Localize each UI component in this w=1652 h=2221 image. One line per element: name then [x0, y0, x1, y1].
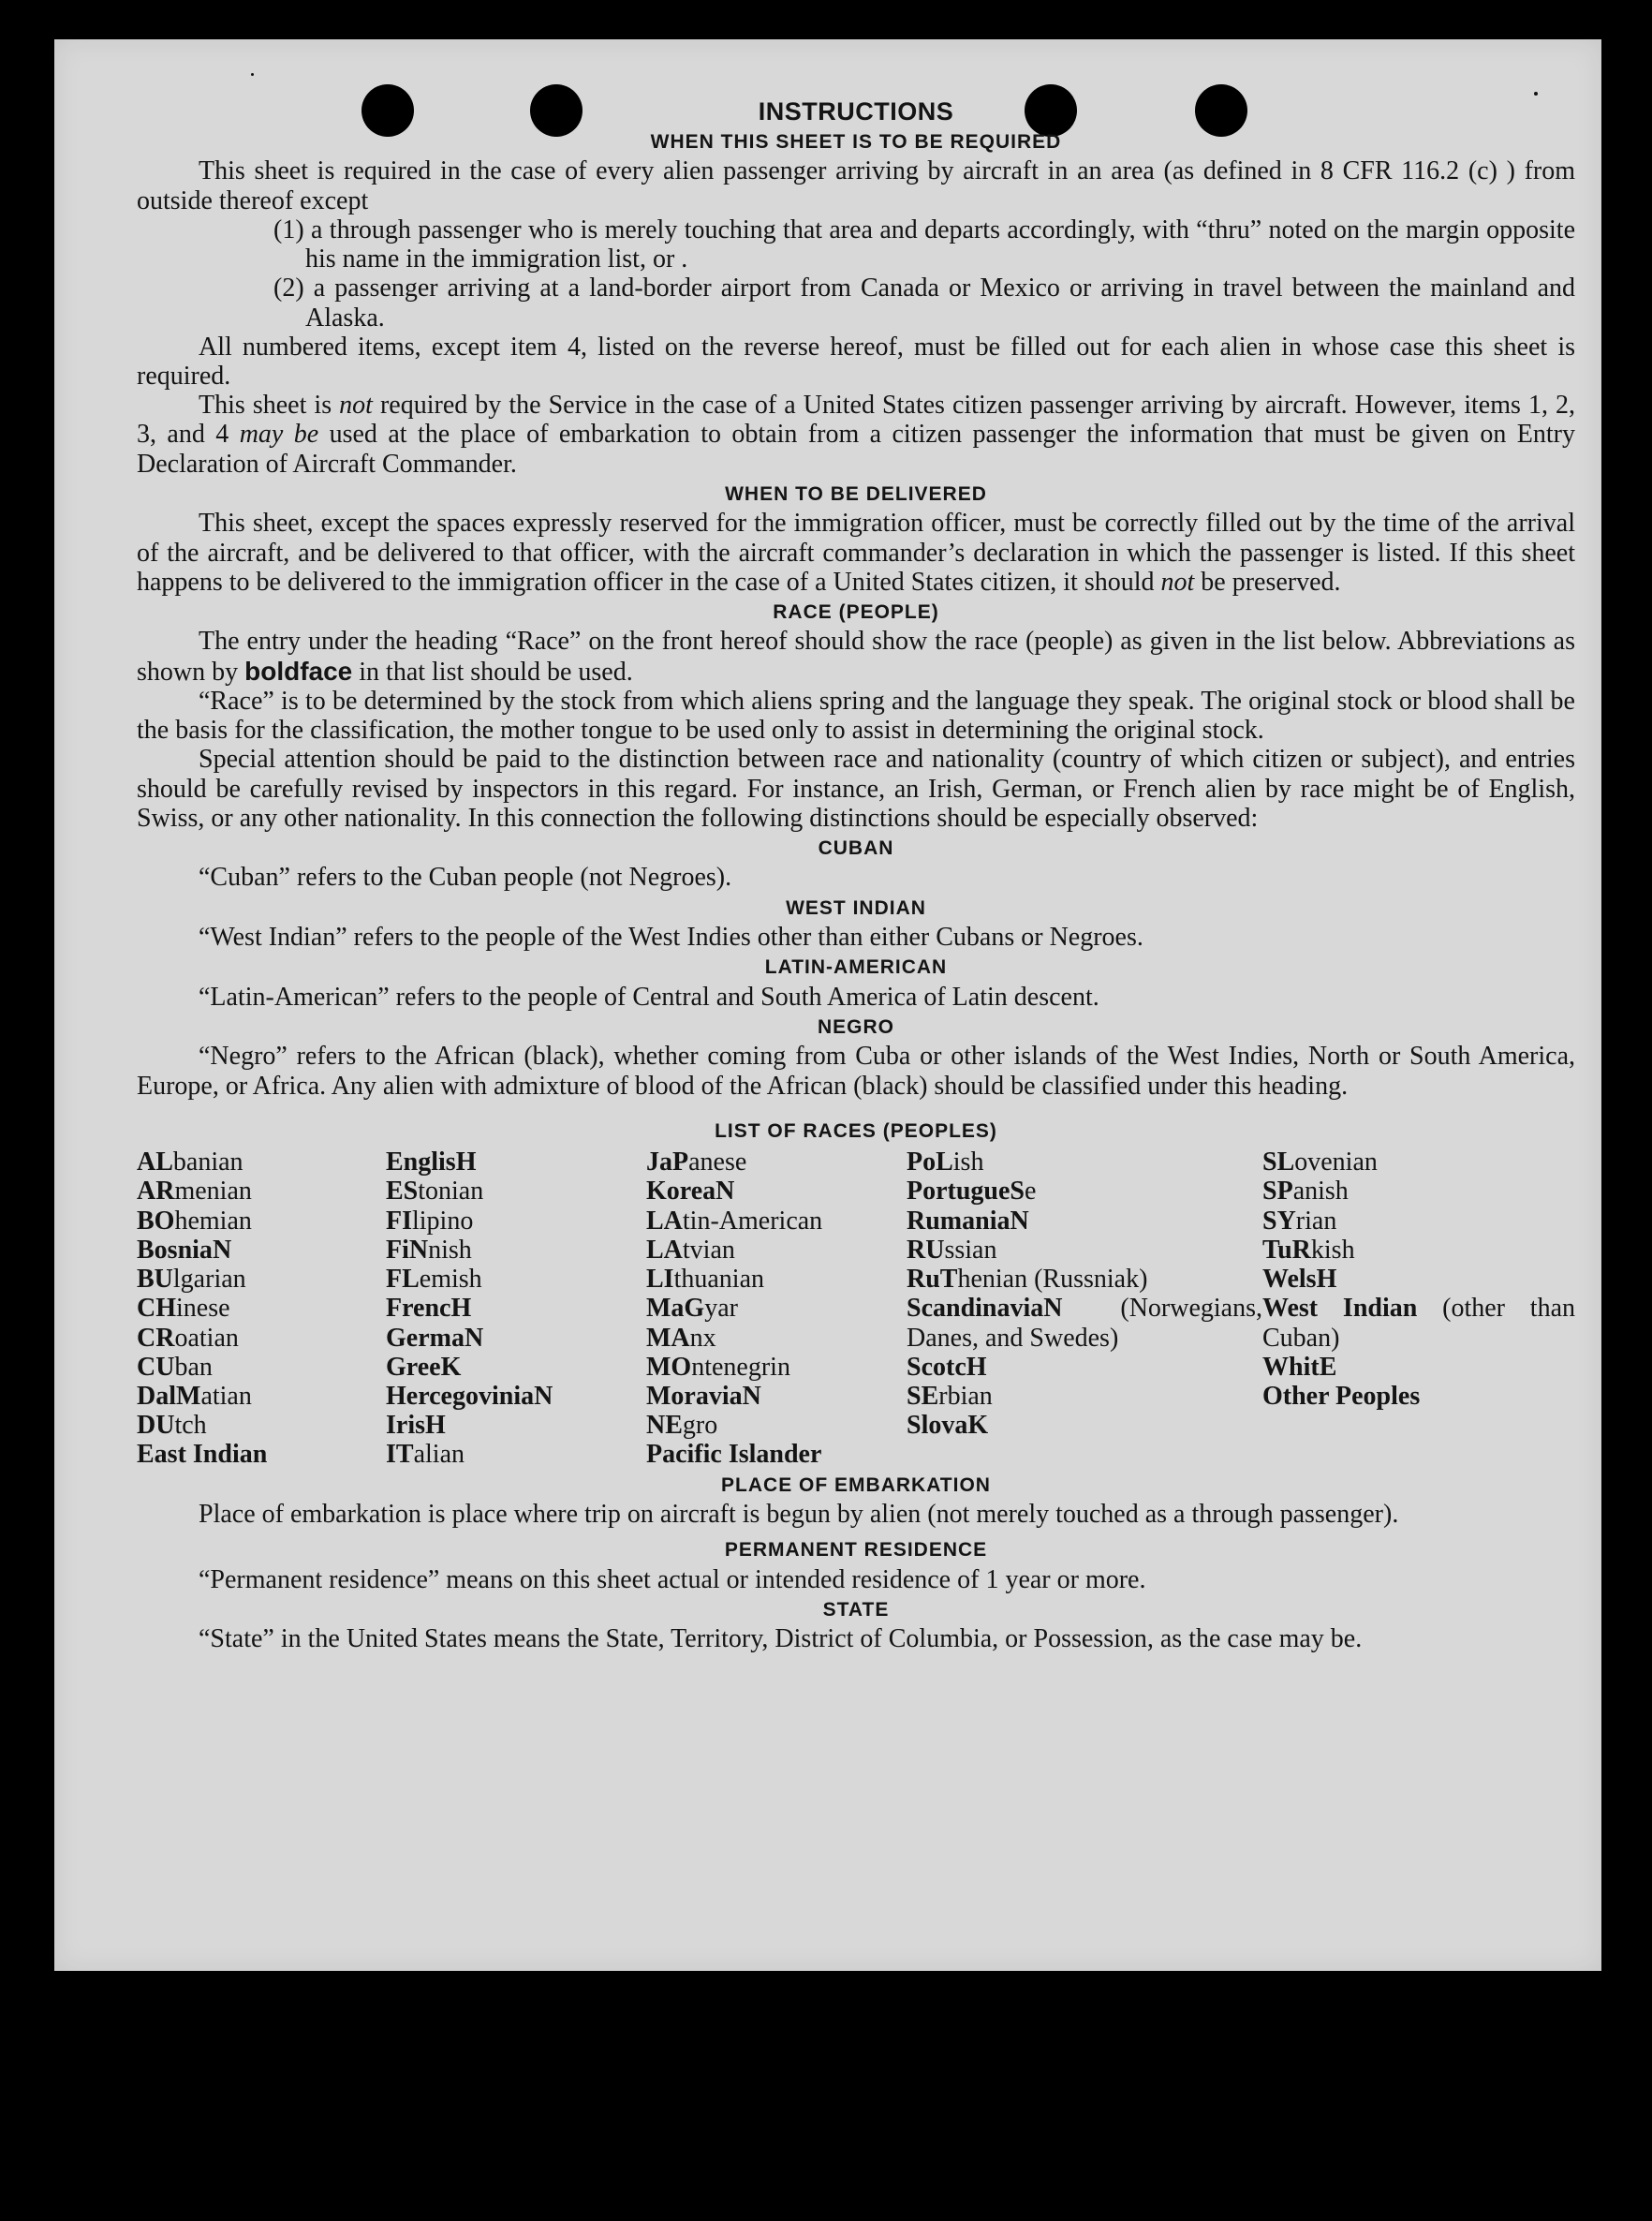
race-entry: [907, 1411, 1262, 1440]
race-entry: [646, 1265, 907, 1294]
race-entry: [907, 1353, 1262, 1382]
race-abbreviation: Pacific Islander: [646, 1440, 822, 1470]
text-run: in that list should be used.: [352, 657, 633, 687]
race-abbreviation-end: N: [534, 1381, 553, 1411]
race-rest: ssian: [944, 1235, 997, 1265]
race-abbreviation: Moravia: [646, 1381, 743, 1411]
race-abbreviation: NE: [646, 1411, 683, 1441]
race-abbreviation: DalM: [137, 1381, 201, 1411]
race-rest: lgarian: [172, 1265, 246, 1295]
race-abbreviation: IT: [386, 1440, 414, 1470]
italic-run: not: [339, 391, 373, 421]
race-abbreviation: MO: [646, 1352, 692, 1382]
race-abbreviation: Hercegovinia: [386, 1381, 535, 1411]
race-entry: [137, 1382, 386, 1411]
italic-run: may be: [239, 420, 319, 450]
race-abbreviation: Scotc: [907, 1352, 966, 1382]
section-heading-races-list: LIST OF RACES (PEOPLES): [715, 1119, 997, 1142]
race-abbreviation: CH: [137, 1294, 176, 1324]
race-abbreviation-end: N: [1010, 1206, 1029, 1236]
bold-run: boldface: [244, 656, 353, 686]
race-abbreviation: Scandinavia: [907, 1294, 1044, 1324]
race-entry: [386, 1411, 646, 1440]
race-entry: [646, 1207, 907, 1236]
race-abbreviation: AL: [137, 1148, 173, 1177]
section-heading-delivered: WHEN TO BE DELIVERED: [725, 482, 987, 505]
race-entry: [1262, 1294, 1575, 1352]
race-rest: (Norwegians, Danes, and Swedes): [907, 1294, 1262, 1353]
race-abbreviation-end: E: [1319, 1352, 1337, 1382]
document-sheet: [54, 39, 1601, 1971]
race-entry: [386, 1207, 646, 1236]
race-abbreviation-end: H: [1316, 1265, 1337, 1295]
race-rest: menian: [174, 1177, 252, 1207]
race-entry: [386, 1265, 646, 1294]
race-abbreviation-end: K: [967, 1411, 989, 1441]
page-title: INSTRUCTIONS: [758, 97, 954, 126]
race-entry: [907, 1265, 1262, 1294]
section-heading-latin-american: LATIN-AMERICAN: [764, 956, 948, 979]
embarkation-paragraph: Place of embarkation is place where trip on aircraft is begun by alien (not merely touched as a through passenger).: [199, 1500, 1399, 1530]
race-rest: henian (Russniak): [957, 1265, 1148, 1295]
race-rest: ish: [952, 1148, 984, 1177]
race-entry: [907, 1177, 1262, 1206]
race-abbreviation: LI: [646, 1265, 674, 1295]
race-abbreviation-end: N: [1043, 1294, 1063, 1324]
race-abbreviation: SY: [1262, 1206, 1296, 1236]
race-entry: [646, 1411, 907, 1440]
race-abbreviation: MA: [646, 1323, 690, 1353]
italic-run: not: [1160, 567, 1195, 597]
race-paragraph-2: “Race” is to be determined by the stock from which aliens spring and the language they speak. The original stock or blood shall be the basis for the classification, the mother tongue to be used only to assist in determining the original stock.: [137, 686, 1575, 746]
race-rest: lipino: [412, 1206, 474, 1236]
race-rest: yar: [704, 1294, 738, 1324]
race-abbreviation: Other Peoples: [1262, 1381, 1421, 1411]
race-abbreviation: SE: [907, 1381, 939, 1411]
state-paragraph: “State” in the United States means the State, Territory, District of Columbia, or Possession, as the case may be.: [199, 1624, 1363, 1654]
race-abbreviation: FiN: [386, 1235, 429, 1265]
race-abbreviation: RU: [907, 1235, 945, 1265]
race-abbreviation-end: N: [464, 1323, 484, 1353]
required-paragraph-2: All numbered items, except item 4, listed on the reverse hereof, must be filled out for each alien in whose case this sheet is required.: [137, 332, 1575, 392]
race-abbreviation: Slova: [907, 1411, 968, 1441]
race-abbreviation: Frenc: [386, 1294, 451, 1324]
race-abbreviation: BO: [137, 1206, 175, 1236]
race-entry: [386, 1294, 646, 1323]
text-run: required by the Service in the case of a United States citizen passenger arriving by aircraft. However, items 1, 2, 3, and 4: [137, 391, 1575, 450]
section-heading-embarkation: PLACE OF EMBARKATION: [721, 1473, 991, 1496]
race-entry: [1262, 1265, 1575, 1294]
race-entry: [1262, 1148, 1575, 1177]
race-rest: rbian: [938, 1381, 993, 1411]
race-paragraph-1: [137, 627, 1575, 686]
race-entry: [1262, 1236, 1575, 1265]
race-abbreviation: SL: [1262, 1148, 1295, 1177]
race-abbreviation-end: N: [715, 1177, 735, 1207]
race-entry: [1262, 1353, 1575, 1382]
race-abbreviation: Iris: [386, 1411, 425, 1441]
race-rest: alian: [413, 1440, 465, 1470]
race-entry: [137, 1236, 386, 1265]
text-run: This sheet, except the spaces expressly reserved for the immigration officer, must be correctly filled out by the time of the arrival of the aircraft, and be delivered to that officer, with the aircraft commander’s declaration in which the passenger is listed. If this sheet happens to be delivered to the immigration officer in the case of a United States citizen, it should: [137, 509, 1575, 597]
race-rest: banian: [172, 1148, 243, 1177]
race-abbreviation: TuR: [1262, 1235, 1311, 1265]
race-entry: [907, 1207, 1262, 1236]
race-abbreviation: FI: [386, 1206, 412, 1236]
instructions-content: [137, 97, 1575, 1654]
race-abbreviation: Germa: [386, 1323, 465, 1353]
race-entry: [646, 1148, 907, 1177]
race-entry: [907, 1236, 1262, 1265]
race-entry: [646, 1177, 907, 1206]
speck: [251, 73, 254, 76]
races-column-2: [386, 1148, 646, 1469]
race-rest: anish: [1292, 1177, 1349, 1207]
race-entry: [137, 1177, 386, 1206]
race-entry: [1262, 1207, 1575, 1236]
race-abbreviation-end: N: [212, 1235, 232, 1265]
race-abbreviation: LA: [646, 1206, 683, 1236]
delivered-paragraph: [137, 509, 1575, 597]
race-abbreviation: CU: [137, 1352, 175, 1382]
race-abbreviation-end: H: [425, 1411, 446, 1441]
race-entry: [386, 1148, 646, 1177]
race-rest: oatian: [174, 1323, 239, 1353]
required-intro: This sheet is required in the case of every alien passenger arriving by aircraft in an area (as defined in 8 CFR 116.2 (c) ) from outside thereof except: [137, 156, 1575, 215]
race-entry: [386, 1177, 646, 1206]
required-exception-1: (1) a through passenger who is merely touching that area and departs accordingly, with “thru” noted on the margin opposite his name in the immigration list, or .: [273, 215, 1575, 274]
race-rest: e: [1025, 1177, 1037, 1207]
race-rest: inese: [176, 1294, 230, 1324]
race-abbreviation: LA: [646, 1235, 683, 1265]
race-abbreviation: Whit: [1262, 1352, 1320, 1382]
race-entry: [646, 1324, 907, 1353]
race-entry: [386, 1440, 646, 1469]
race-entry: [137, 1148, 386, 1177]
race-abbreviation: ES: [386, 1177, 419, 1207]
race-abbreviation: Gree: [386, 1352, 441, 1382]
race-entry: [907, 1382, 1262, 1411]
race-abbreviation-end: H: [455, 1148, 477, 1177]
race-abbreviation: East Indian: [137, 1440, 268, 1470]
race-abbreviation-end: N: [742, 1381, 761, 1411]
west-indian-paragraph: “West Indian” refers to the people of the West Indies other than either Cubans or Negroes.: [199, 923, 1143, 953]
race-rest: tvian: [682, 1235, 735, 1265]
races-column-4: [907, 1148, 1262, 1469]
race-entry: [386, 1382, 646, 1411]
races-column-3: [646, 1148, 907, 1469]
race-rest: anese: [688, 1148, 747, 1177]
race-abbreviation: Korea: [646, 1177, 716, 1207]
section-heading-race: RACE (PEOPLE): [773, 600, 939, 623]
race-abbreviation: JaP: [646, 1148, 689, 1177]
race-abbreviation: DU: [137, 1411, 175, 1441]
race-rest: ban: [174, 1352, 213, 1382]
race-rest: atian: [200, 1381, 252, 1411]
section-heading-required: WHEN THIS SHEET IS TO BE REQUIRED: [650, 131, 1062, 154]
race-entry: [646, 1294, 907, 1323]
race-entry: [907, 1148, 1262, 1177]
race-abbreviation: PortugueS: [907, 1177, 1025, 1207]
required-exception-2: (2) a passenger arriving at a land-border airport from Canada or Mexico or arriving in travel between the mainland and Alaska.: [273, 274, 1575, 333]
text-run: be preserved.: [1194, 567, 1341, 597]
negro-paragraph: “Negro” refers to the African (black), whether coming from Cuba or other islands of the West Indies, North or South America, Europe, or Africa. Any alien with admixture of blood of the African (black) should be classified under this heading.: [137, 1042, 1575, 1101]
required-paragraph-3: [137, 391, 1575, 479]
race-rest: nish: [428, 1235, 472, 1265]
race-rest: tonian: [418, 1177, 484, 1207]
speck: [1534, 92, 1538, 96]
race-entry: [646, 1236, 907, 1265]
race-abbreviation: AR: [137, 1177, 175, 1207]
race-abbreviation: Rumania: [907, 1206, 1010, 1236]
race-abbreviation: MaG: [646, 1294, 705, 1324]
race-abbreviation: SP: [1262, 1177, 1293, 1207]
race-rest: kish: [1310, 1235, 1355, 1265]
race-entry: [646, 1353, 907, 1382]
race-entry: [137, 1411, 386, 1440]
race-rest: tin-American: [682, 1206, 823, 1236]
race-abbreviation-end: K: [440, 1352, 462, 1382]
race-rest: nx: [689, 1323, 716, 1353]
race-abbreviation: West Indian: [1262, 1294, 1418, 1324]
race-abbreviation: CR: [137, 1323, 175, 1353]
race-abbreviation-end: H: [966, 1352, 987, 1382]
race-paragraph-3: Special attention should be paid to the distinction between race and nationality (country of which citizen or subject), and entries should be carefully revised by inspectors in this regard. For instance, an Irish, German, or French alien by race might be of English, Swiss, or any other nationality. In this connection the following distinctions should be especially observed:: [137, 745, 1575, 833]
race-rest: gro: [682, 1411, 718, 1441]
section-heading-state: STATE: [822, 1598, 890, 1621]
cuban-paragraph: “Cuban” refers to the Cuban people (not Negroes).: [199, 863, 732, 893]
race-rest: tch: [174, 1411, 207, 1441]
race-entry: [386, 1353, 646, 1382]
text-run: used at the place of embarkation to obtain from a citizen passenger the information that must be given on Entry Declaration of Aircraft Commander.: [137, 420, 1575, 479]
race-entry: [137, 1294, 386, 1323]
race-rest: (other than Cuban): [1262, 1294, 1575, 1353]
races-list: [137, 1148, 1575, 1469]
race-abbreviation: PoL: [907, 1148, 953, 1177]
residence-paragraph: “Permanent residence” means on this sheet actual or intended residence of 1 year or more.: [199, 1564, 1146, 1594]
latin-american-paragraph: “Latin-American” refers to the people of Central and South America of Latin descent.: [199, 982, 1099, 1012]
section-heading-west-indian: WEST INDIAN: [786, 896, 926, 919]
race-abbreviation: Wels: [1262, 1265, 1317, 1295]
race-abbreviation: Bosnia: [137, 1235, 213, 1265]
race-rest: hemian: [174, 1206, 252, 1236]
race-entry: [386, 1236, 646, 1265]
race-rest: ntenegrin: [691, 1352, 790, 1382]
text-run: The entry under the heading “Race” on the front hereof should show the race (people) as given in the list below. Abbreviations as shown by: [137, 627, 1575, 687]
race-rest: rian: [1295, 1206, 1337, 1236]
race-entry: [137, 1324, 386, 1353]
race-entry: [1262, 1382, 1575, 1411]
section-heading-residence: PERMANENT RESIDENCE: [724, 1539, 988, 1562]
race-entry: [137, 1207, 386, 1236]
race-entry: [1262, 1177, 1575, 1206]
race-abbreviation-end: H: [450, 1294, 472, 1324]
race-rest: ovenian: [1294, 1148, 1378, 1177]
races-column-1: [137, 1148, 386, 1469]
race-entry: [907, 1294, 1262, 1352]
race-entry: [646, 1382, 907, 1411]
section-heading-negro: NEGRO: [817, 1015, 894, 1038]
race-entry: [137, 1440, 386, 1469]
text-run: This sheet is: [199, 391, 340, 421]
race-rest: thuanian: [673, 1265, 764, 1295]
race-entry: [137, 1265, 386, 1294]
race-abbreviation: BU: [137, 1265, 173, 1295]
race-abbreviation: RuT: [907, 1265, 958, 1295]
race-entry: [646, 1440, 907, 1469]
race-entry: [386, 1324, 646, 1353]
section-heading-cuban: CUBAN: [818, 837, 894, 859]
race-abbreviation: FL: [386, 1265, 420, 1295]
races-column-5: [1262, 1148, 1575, 1469]
race-abbreviation: Englis: [386, 1148, 456, 1177]
race-rest: emish: [419, 1265, 482, 1295]
race-entry: [137, 1353, 386, 1382]
